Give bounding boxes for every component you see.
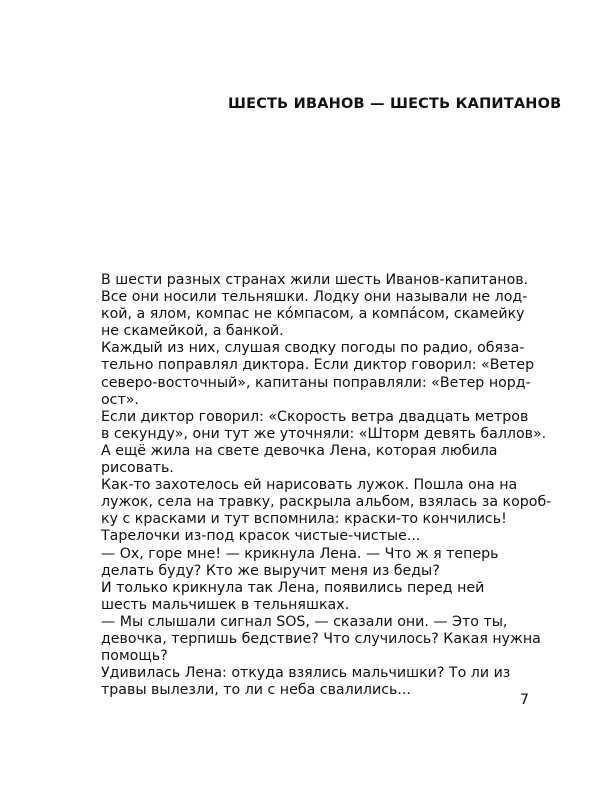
text-line: делать буду? Кто же выручит меня из беды? (101, 562, 440, 579)
text-line: не скамейкой, а банкой. (101, 323, 284, 340)
text-line: лужок, села на травку, раскрыла альбом, взялась за короб- (101, 494, 552, 511)
text-line: шесть мальчишек в тельняшках. (101, 596, 350, 613)
text-line: девочка, терпишь бедствие? Что случилось? Какая нужна (101, 630, 541, 647)
text-line: травы вылезли, то ли с неба свалились... (101, 682, 411, 699)
body-text (77, 272, 552, 699)
paragraph (77, 528, 532, 545)
paragraph (77, 443, 532, 477)
text-line: рисовать. (101, 460, 174, 477)
text-line: в секунду», они тут же уточняли: «Шторм девять баллов». (101, 425, 547, 442)
page-number: 7 (520, 692, 529, 708)
text-line: Если диктор говорил: «Скорость ветра двадцать метров (101, 408, 529, 425)
text-line: А ещё жила на свете девочка Лена, которая любила (101, 442, 498, 459)
paragraph (77, 613, 541, 665)
paragraph (77, 272, 532, 340)
text-line: северо-восточный», капитаны поправляли: «Ветер норд- (101, 374, 531, 391)
text-line: Как-то захотелось ей нарисовать лужок. Пошла она на (101, 477, 518, 494)
text-line: Все они носили тельняшки. Лодку они называли не лод- (101, 289, 528, 306)
text-line: Удивилась Лена: откуда взялись мальчишки? То ли из (101, 665, 511, 682)
paragraph (77, 580, 532, 614)
paragraph (77, 408, 547, 443)
paragraph (77, 477, 552, 528)
text-line: ку с красками и тут вспомнила: краски-то кончились! (101, 511, 507, 528)
text-line: Тарелочки из-под красок чистые-чистые... (101, 528, 421, 545)
text-line: ост». (101, 391, 139, 408)
paragraph (77, 665, 532, 699)
text-line: В шести разных странах жили шесть Иванов-капитанов. (101, 272, 529, 288)
text-line: помощь? (101, 648, 168, 665)
page-title: ШЕСТЬ ИВАНОВ — ШЕСТЬ КАПИТАНОВ (228, 96, 562, 112)
text-line: — Ох, горе мне! — крикнула Лена. — Что ж я теперь (101, 545, 499, 562)
text-line: Каждый из них, слушая сводку погоды по радио, обяза- (101, 340, 525, 357)
text-line: И только крикнула так Лена, появились перед ней (101, 579, 485, 596)
paragraph (77, 340, 535, 408)
paragraph (77, 546, 532, 580)
text-line: — Мы слышали сигнал SOS, — сказали они. — Это ты, (101, 613, 508, 630)
text-line: кой, а ялом, компас не ко́мпасом, а компа́сом, скамейку (101, 306, 525, 323)
text-line: тельно поправлял диктора. Если диктор говорил: «Ветер (101, 357, 535, 374)
